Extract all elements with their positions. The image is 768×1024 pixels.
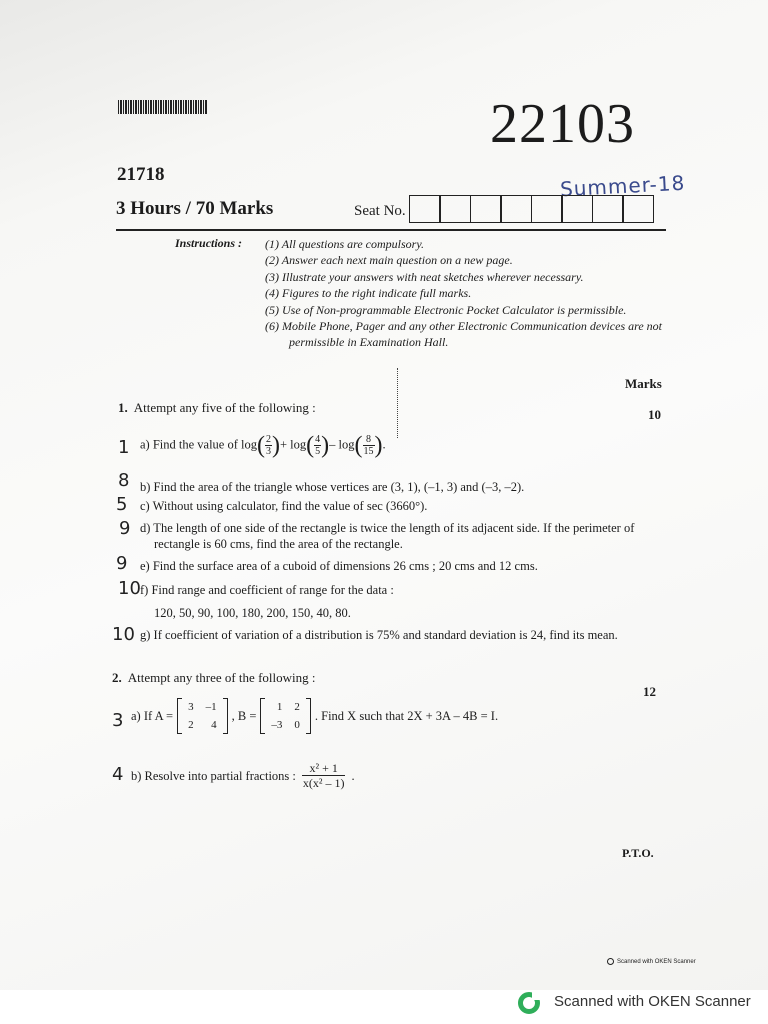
duration-marks: 3 Hours / 70 Marks <box>116 198 274 219</box>
seat-box <box>439 195 471 223</box>
matrix-b <box>260 698 311 734</box>
handwritten-mark: 4 <box>112 764 124 785</box>
q1-b: b) Find the area of the triangle whose vertices are (3, 1), (–1, 3) and (–3, –2). <box>140 480 525 494</box>
question-instruction: Attempt any three of the following : <box>127 670 316 685</box>
marks-heading: Marks <box>625 376 662 391</box>
handwritten-mark: 1 <box>118 437 130 458</box>
instructions-label: Instructions : <box>175 236 243 250</box>
question-2-heading <box>112 670 315 686</box>
seat-box <box>622 195 654 223</box>
instruction-item: (3) Illustrate your answers with neat sketches wherever necessary. <box>265 269 584 284</box>
pen-smudge <box>397 368 404 438</box>
header-rule <box>116 229 666 231</box>
oken-scanner-logo-icon <box>518 992 540 1014</box>
q1-g: g) If coefficient of variation of a distribution is 75% and standard deviation is 24, find its mean. <box>140 628 618 642</box>
q2-a-prefix: a) If A = <box>131 709 174 723</box>
barcode <box>118 100 208 114</box>
matrix-cell: 2 <box>188 719 194 731</box>
question-instruction: Attempt any five of the following : <box>133 400 316 415</box>
handwritten-mark: 3 <box>112 710 124 731</box>
q1-a-text: a) Find the value of <box>140 437 238 452</box>
matrix-cell: 1 <box>276 701 283 713</box>
matrix-cell: 2 <box>294 701 300 713</box>
instruction-item: (6) Mobile Phone, Pager and any other Electronic Communication devices are not permissible in Examination Hall. <box>265 319 663 350</box>
instruction-item: (1) All questions are compulsory. <box>265 237 424 251</box>
q2-a: a) If A = 3 –1 2 4 , B = 1 2 –3 0 . Find X such that 2X + 3A – 4B = I. <box>131 698 498 734</box>
question-2-marks: 12 <box>643 684 656 699</box>
question-1-marks: 10 <box>648 407 661 422</box>
question-number: 1. <box>118 400 128 415</box>
scanner-footer-text: Scanned with OKEN Scanner <box>554 993 751 1010</box>
handwritten-mark: 9 <box>119 518 131 539</box>
seat-box <box>409 195 441 223</box>
pto-label: P.T.O. <box>622 846 654 860</box>
handwritten-mark: 5 <box>116 494 128 515</box>
seat-box <box>531 195 563 223</box>
scanner-logo-icon <box>607 958 614 965</box>
instruction-item: (5) Use of Non-programmable Electronic Pocket Calculator is permissible. <box>265 302 627 317</box>
paper-code: 21718 <box>117 164 165 185</box>
question-number: 2. <box>112 670 122 685</box>
q1-c: c) Without using calculator, find the value of sec (3660°). <box>140 499 428 513</box>
q2-b-prefix: b) Resolve into partial fractions : <box>131 768 296 783</box>
q1-d: d) The length of one side of the rectangle is twice the length of its adjacent side. If the perimeter of rectangle is 60 cms, find the area of the rectangle. <box>140 521 635 551</box>
instruction-item: (2) Answer each next main question on a new page. <box>265 253 513 268</box>
seat-box <box>470 195 502 223</box>
handwritten-mark: 9 <box>116 553 128 574</box>
handwritten-session-note: Summer-18 <box>559 170 686 202</box>
seat-number-boxes <box>410 195 654 223</box>
q1-a: a) Find the value of log( $\frac{2}{3}$ )+ log( $\frac{4}{5}$ )– log( $\frac{8}{15}$ ). <box>140 432 386 459</box>
scanner-footer <box>0 990 768 1024</box>
handwritten-mark: 8 <box>118 470 130 491</box>
q1-e: e) Find the surface area of a cuboid of dimensions 26 cms ; 20 cms and 12 cms. <box>140 559 538 573</box>
q1-f: f) Find range and coefficient of range for the data : <box>140 583 394 597</box>
seat-label: Seat No. <box>354 203 406 219</box>
seat-box <box>500 195 532 223</box>
matrix-a <box>177 698 228 734</box>
matrix-cell: 4 <box>211 719 217 731</box>
matrix-cell: 3 <box>188 701 194 713</box>
q2-a-suffix: . Find X such that 2X + 3A – 4B = I. <box>314 709 499 723</box>
question-1-heading <box>118 400 316 416</box>
seat-box <box>592 195 624 223</box>
q1-f-data: 120, 50, 90, 100, 180, 200, 150, 40, 80. <box>154 606 351 620</box>
instructions-list <box>265 236 665 351</box>
small-scanner-watermark: Scanned with OKEN Scanner <box>607 958 696 965</box>
handwritten-mark: 10 <box>112 624 135 645</box>
matrix-cell: –1 <box>205 701 217 713</box>
instruction-item: (4) Figures to the right indicate full marks. <box>265 286 472 301</box>
matrix-cell: 0 <box>294 719 300 731</box>
subject-code: 22103 <box>490 93 635 155</box>
handwritten-mark: 10 <box>118 578 141 599</box>
seat-box <box>561 195 593 223</box>
matrix-cell: –3 <box>271 719 283 731</box>
q2-b: b) Resolve into partial fractions : $\frac{\text{x² + 1}}{\text{x(x² – 1)}}$ . <box>131 761 355 790</box>
partial-fraction-expression: $\frac{\text{x² + 1}}{\text{x(x² – 1)}}$ <box>302 761 345 790</box>
